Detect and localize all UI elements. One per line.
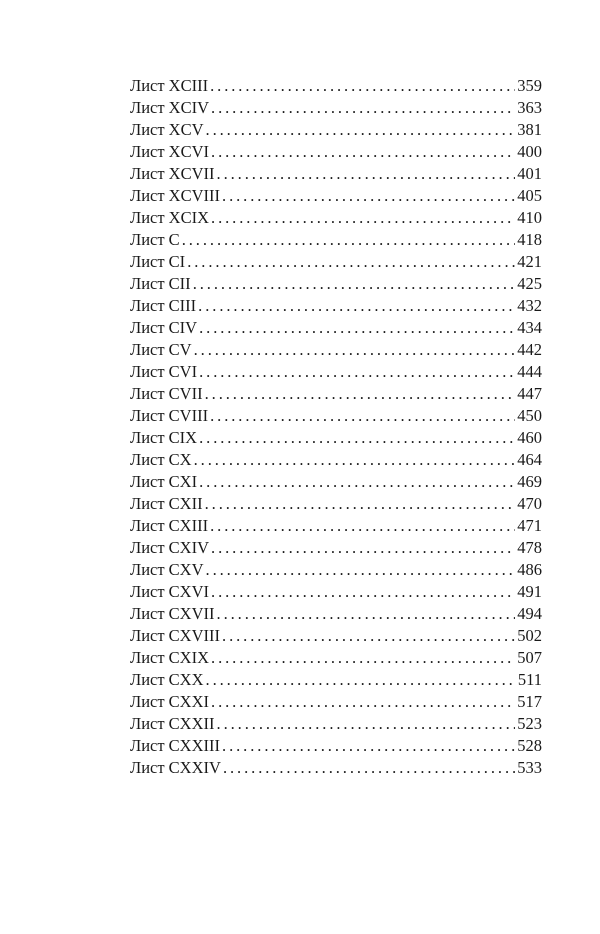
dot-leader (206, 559, 516, 581)
toc-entry-title: Лист CXIII (130, 516, 209, 535)
dot-leader (199, 361, 515, 383)
toc-entry (130, 251, 542, 273)
toc-entry-title: Лист CXVII (130, 604, 215, 623)
toc-entry-title: Лист XCVII (130, 164, 215, 183)
toc-entry-title: Лист C (130, 230, 180, 249)
toc-entry-page-number: 470 (517, 494, 542, 513)
toc-entry-page-number: 450 (517, 406, 542, 425)
toc-entry-title: Лист CXI (130, 472, 198, 491)
toc-entry-title: Лист CIII (130, 296, 197, 315)
toc-entry-page-number: 359 (517, 76, 542, 95)
toc-entry-page-number: 363 (517, 98, 542, 117)
toc-entry-page-number: 447 (517, 384, 542, 403)
toc-entry-page-number: 410 (517, 208, 542, 227)
toc-entry-page-number: 442 (517, 340, 542, 359)
toc-entry-page-number: 444 (517, 362, 542, 381)
toc-entry-page-number: 478 (517, 538, 542, 557)
toc-entry-page-number: 405 (517, 186, 542, 205)
toc-entry-page-number: 421 (517, 252, 542, 271)
dot-leader (217, 713, 516, 735)
toc-entry (130, 427, 542, 449)
toc-entry (130, 449, 542, 471)
toc-entry (130, 559, 542, 581)
toc-entry (130, 493, 542, 515)
toc-entry-page-number: 507 (517, 648, 542, 667)
toc-entry (130, 295, 542, 317)
toc-entry-page-number: 528 (517, 736, 542, 755)
dot-leader (222, 625, 515, 647)
dot-leader (182, 229, 516, 251)
toc-entry (130, 119, 542, 141)
toc-entry-title: Лист CIX (130, 428, 198, 447)
toc-entry-title: Лист CXII (130, 494, 203, 513)
toc-entry-title: Лист CXV (130, 560, 204, 579)
toc-entry (130, 691, 542, 713)
toc-entry-title: Лист CXIX (130, 648, 210, 667)
toc-entry (130, 713, 542, 735)
toc-entry-title: Лист XCIV (130, 98, 210, 117)
toc-entry-title: Лист CX (130, 450, 192, 469)
dot-leader (210, 515, 515, 537)
dot-leader (199, 427, 515, 449)
dot-leader (199, 471, 515, 493)
toc-entry (130, 75, 542, 97)
toc-entry-title: Лист CIV (130, 318, 198, 337)
dot-leader (217, 163, 516, 185)
dot-leader (211, 647, 515, 669)
toc-entry (130, 603, 542, 625)
toc-entry-title: Лист CXVI (130, 582, 210, 601)
toc-entry-page-number: 400 (517, 142, 542, 161)
toc-entry (130, 273, 542, 295)
dot-leader (211, 97, 515, 119)
toc-entry-title: Лист CVII (130, 384, 203, 403)
dot-leader (199, 317, 515, 339)
dot-leader (211, 207, 515, 229)
toc-entry-title: Лист CXIV (130, 538, 210, 557)
toc-entry (130, 229, 542, 251)
toc-entry-title: Лист CXX (130, 670, 204, 689)
dot-leader (206, 119, 516, 141)
toc-entry-title: Лист XCV (130, 120, 204, 139)
toc-entry (130, 97, 542, 119)
dot-leader (205, 383, 516, 405)
toc-entry (130, 317, 542, 339)
toc-entry-title: Лист CXXIV (130, 758, 221, 777)
dot-leader (222, 185, 515, 207)
toc-entry-title: Лист CXXI (130, 692, 210, 711)
toc-entry-page-number: 494 (517, 604, 542, 623)
table-of-contents (130, 75, 542, 779)
dot-leader (187, 251, 515, 273)
dot-leader (194, 339, 516, 361)
toc-entry-page-number: 502 (517, 626, 542, 645)
toc-entry-title: Лист CXVIII (130, 626, 221, 645)
dot-leader (198, 295, 515, 317)
toc-entry-page-number: 425 (517, 274, 542, 293)
toc-entry-title: Лист CV (130, 340, 192, 359)
dot-leader (194, 449, 516, 471)
toc-entry (130, 339, 542, 361)
toc-entry (130, 207, 542, 229)
toc-entry (130, 647, 542, 669)
toc-entry-page-number: 471 (517, 516, 542, 535)
dot-leader (193, 273, 516, 295)
toc-entry (130, 735, 542, 757)
toc-entry-page-number: 469 (517, 472, 542, 491)
toc-entry-page-number: 432 (517, 296, 542, 315)
toc-entry-page-number: 464 (517, 450, 542, 469)
toc-entry-title: Лист CXXIII (130, 736, 221, 755)
toc-entry-page-number: 517 (517, 692, 542, 711)
toc-entry (130, 141, 542, 163)
toc-entry (130, 669, 542, 691)
toc-entry (130, 405, 542, 427)
dot-leader (211, 537, 515, 559)
toc-entry-page-number: 533 (517, 758, 542, 777)
toc-entry (130, 163, 542, 185)
toc-entry-title: Лист CII (130, 274, 191, 293)
dot-leader (217, 603, 516, 625)
dot-leader (211, 581, 515, 603)
toc-entry-page-number: 511 (517, 670, 542, 689)
toc-entry-title: Лист XCVI (130, 142, 210, 161)
toc-entry-page-number: 460 (517, 428, 542, 447)
toc-entry-page-number: 434 (517, 318, 542, 337)
dot-leader (205, 493, 516, 515)
toc-entry-title: Лист CI (130, 252, 186, 271)
toc-entry-page-number: 523 (517, 714, 542, 733)
toc-entry (130, 383, 542, 405)
toc-entry-page-number: 486 (517, 560, 542, 579)
toc-entry (130, 537, 542, 559)
dot-leader (206, 669, 516, 691)
dot-leader (211, 691, 515, 713)
dot-leader (222, 735, 515, 757)
toc-entry-page-number: 418 (517, 230, 542, 249)
dot-leader (210, 75, 515, 97)
toc-entry (130, 581, 542, 603)
toc-entry-title: Лист XCVIII (130, 186, 221, 205)
toc-entry-page-number: 381 (517, 120, 542, 139)
toc-entry-title: Лист CVI (130, 362, 198, 381)
toc-entry (130, 361, 542, 383)
dot-leader (211, 141, 515, 163)
toc-entry-title: Лист XCIII (130, 76, 209, 95)
dot-leader (223, 757, 515, 779)
toc-entry (130, 471, 542, 493)
toc-entry-title: Лист CVIII (130, 406, 209, 425)
toc-entry-title: Лист CXXII (130, 714, 215, 733)
toc-entry (130, 625, 542, 647)
toc-entry-page-number: 401 (517, 164, 542, 183)
dot-leader (210, 405, 515, 427)
toc-entry (130, 757, 542, 779)
toc-entry (130, 185, 542, 207)
toc-entry-title: Лист XCIX (130, 208, 210, 227)
toc-entry-page-number: 491 (517, 582, 542, 601)
toc-entry (130, 515, 542, 537)
